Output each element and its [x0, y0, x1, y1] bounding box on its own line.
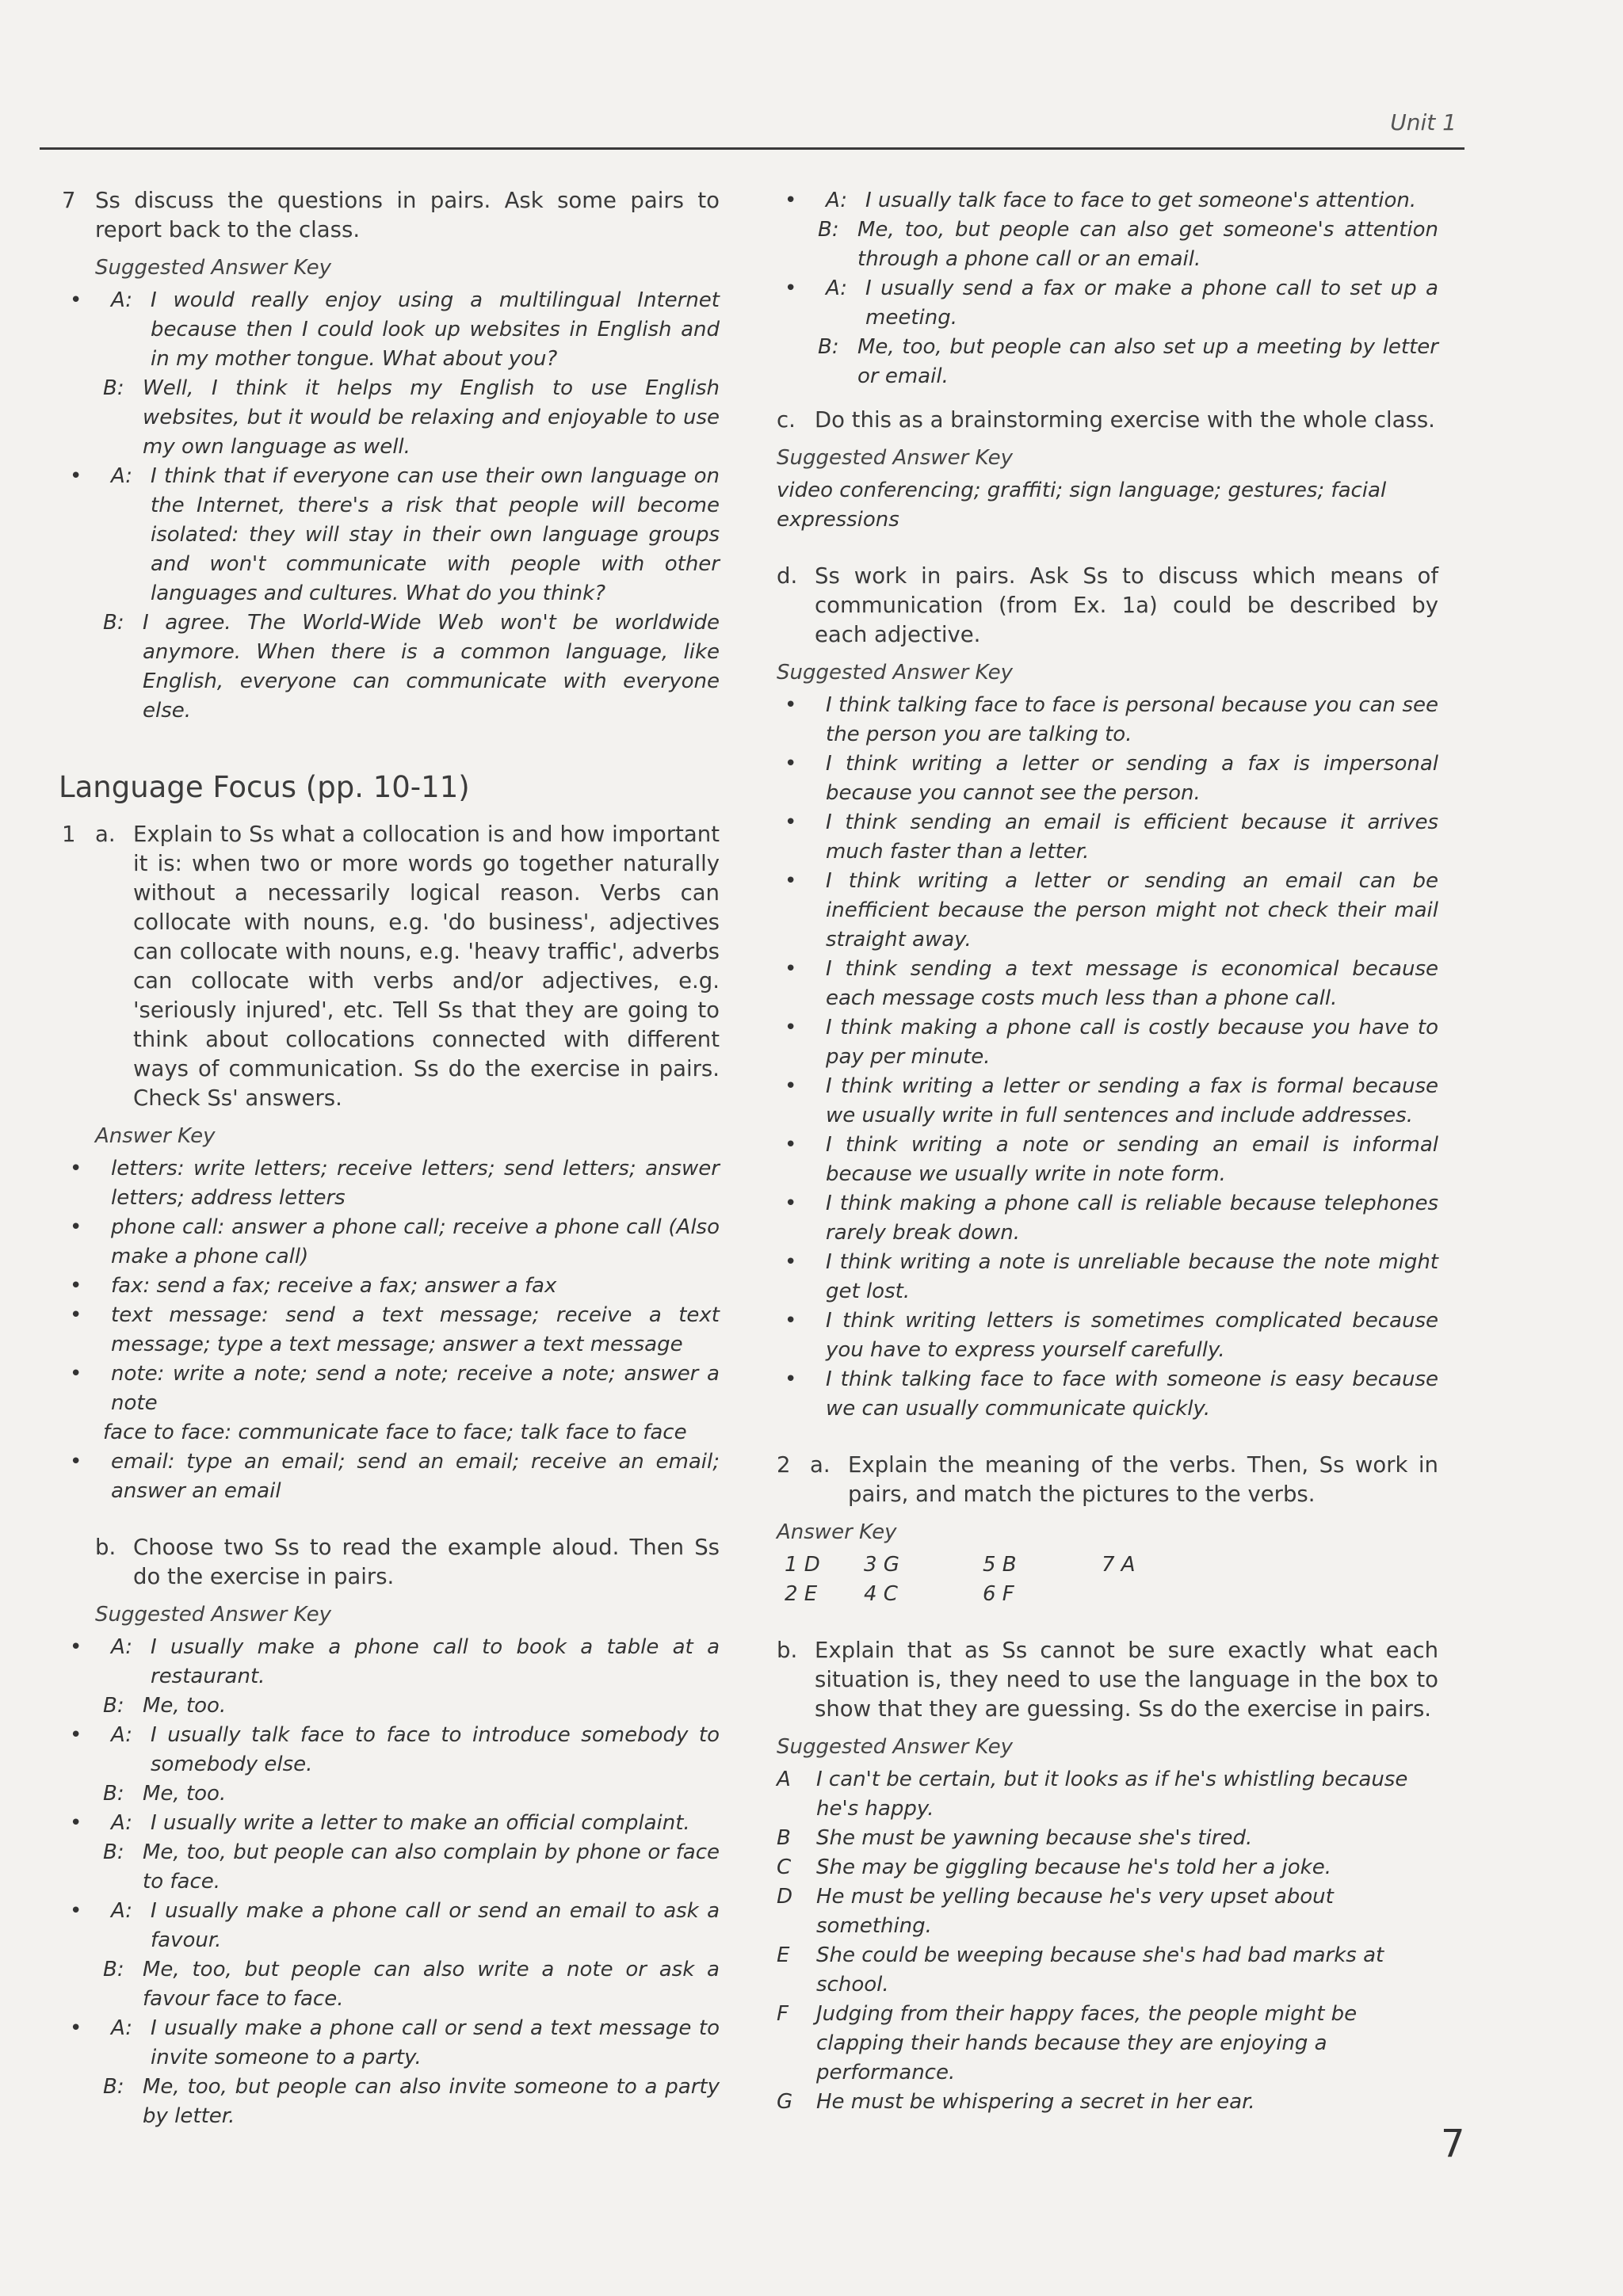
- dialogue-line: B: Me, too, but people can also write a note or ask a favour face to face.: [103, 1958, 720, 2011]
- exercise-1d: [777, 562, 1438, 650]
- sub-label: d.: [777, 563, 798, 589]
- dialogue-line: • A: I usually send a fax or make a phone call to set up a meeting.: [785, 277, 1438, 330]
- answer-item: • text message: send a text message; receive a text message; type a text message; answer a text message: [70, 1303, 720, 1356]
- answer-item: face to face: communicate face to face; talk face to face: [103, 1421, 687, 1444]
- exercise-instruction: Explain to Ss what a collocation is and how important it is: when two or more words go together naturally without a necessarily logical reason. Verbs can collocate with nouns, e.g. 'do business', adjectives can collocate with nouns, e.g. 'heavy traffic', adverbs can collocate with verbs and/or adjectives, e.g. 'seriously injured', etc. Tell Ss that they are going to think about collocations connected with different ways of communication. Ss do the exercise in pairs. Check Ss' answers.: [133, 822, 720, 1111]
- answer-item: • I think writing a note or sending an email is informal because we usually write in note form.: [785, 1133, 1438, 1186]
- sub-label: c.: [777, 407, 796, 433]
- exercise-instruction: Explain that as Ss cannot be sure exactly what each situation is, they need to use the language in the box to show that they are guessing. Ss do the exercise in pairs.: [815, 1638, 1438, 1722]
- exercise-1b: [62, 1533, 720, 1592]
- exercise-2b: [777, 1636, 1438, 1724]
- answer-key-grid: [785, 1550, 1438, 1609]
- answer-cell: 7 A: [1102, 1553, 1136, 1577]
- answer-item: B She must be yawning because she's tired.: [777, 1826, 1253, 1850]
- exercise-number: 2: [777, 1452, 791, 1478]
- answer-item: • I think talking face to face with someone is easy because we can usually communicate quickly.: [785, 1367, 1438, 1421]
- exercise-number: 1: [62, 822, 76, 847]
- dialogue-line: • A: I usually make a phone call or send a text message to invite someone to a party.: [70, 2016, 720, 2069]
- dialogue-line: • A: I would really enjoy using a multilingual Internet because then I could look up websites in English and in my mother tongue. What about you?: [70, 288, 720, 371]
- dialogue-line: • A: I think that if everyone can use their own language on the Internet, there's a risk that people will become isolated: they will stay in their own language groups and won't communicate with people with other languages and cultures. What do you think?: [70, 464, 720, 605]
- answer-item: • email: type an email; send an email; receive an email; answer an email: [70, 1450, 720, 1503]
- exercise-7: [62, 186, 720, 245]
- exercise-instruction: Do this as a brainstorming exercise with the whole class.: [815, 407, 1435, 433]
- answer-item: D He must be yelling because he's very upset about something.: [777, 1885, 1334, 1938]
- unit-label: Unit 1: [1390, 109, 1457, 135]
- key-title: Suggested Answer Key: [777, 661, 1014, 685]
- exercise-1a: [62, 820, 720, 1113]
- answer-item: C She may be giggling because he's told her a joke.: [777, 1855, 1331, 1879]
- dialogue-line: B: Me, too, but people can also set up a meeting by letter or email.: [818, 335, 1438, 388]
- answer-item: • fax: send a fax; receive a fax; answer a fax: [70, 1274, 557, 1298]
- exercise-number: 7: [62, 188, 76, 213]
- answer-text: video conferencing; graffiti; sign language; gestures; facial expressions: [777, 479, 1387, 532]
- sub-label: b.: [777, 1638, 798, 1663]
- dialogue-line: B: Me, too, but people can also invite someone to a party by letter.: [103, 2075, 720, 2128]
- exercise-1c: [777, 406, 1438, 435]
- answer-item: • I think writing a note is unreliable because the note might get lost.: [785, 1250, 1438, 1303]
- key-title: Suggested Answer Key: [777, 1735, 1014, 1759]
- answer-item: F Judging from their happy faces, the people might be clapping their hands because they are enjoying a performance.: [777, 2002, 1358, 2084]
- answer-item: • I think writing a letter or sending an email can be inefficient because the person might not check their mail straight away.: [785, 869, 1438, 952]
- key-title: Suggested Answer Key: [95, 256, 332, 280]
- exercise-2a: [777, 1451, 1438, 1509]
- page-number: 7: [1441, 2122, 1465, 2166]
- answer-item: • I think making a phone call is costly because you have to pay per minute.: [785, 1016, 1438, 1069]
- exercise-instruction: Ss discuss the questions in pairs. Ask some pairs to report back to the class.: [95, 188, 720, 242]
- dialogue-line: • A: I usually make a phone call to book a table at a restaurant.: [70, 1635, 720, 1688]
- answer-cell: 2 E: [785, 1582, 818, 1606]
- key-title: Answer Key: [777, 1520, 897, 1544]
- dialogue-line: • A: I usually talk face to face to introduce somebody to somebody else.: [70, 1723, 720, 1776]
- right-column: [777, 186, 1438, 2117]
- sub-label: a.: [810, 1452, 831, 1478]
- dialogue-line: B: I agree. The World-Wide Web won't be worldwide anymore. When there is a common language, like English, everyone can communicate with everyone else.: [103, 611, 720, 723]
- answer-item: A I can't be certain, but it looks as if he's whistling because he's happy.: [777, 1768, 1408, 1821]
- key-title: Suggested Answer Key: [777, 446, 1014, 470]
- answer-item: • I think writing a letter or sending a fax is impersonal because you cannot see the person.: [785, 752, 1438, 805]
- dialogue-line: • A: I usually talk face to face to get someone's attention.: [785, 189, 1417, 212]
- dialogue-line: B: Me, too.: [103, 1694, 227, 1718]
- exercise-instruction: Ss work in pairs. Ask Ss to discuss which means of communication (from Ex. 1a) could be described by each adjective.: [815, 563, 1438, 647]
- exercise-instruction: Choose two Ss to read the example aloud. Then Ss do the exercise in pairs.: [133, 1535, 720, 1589]
- answer-item: • I think talking face to face is personal because you can see the person you are talking to.: [785, 693, 1438, 746]
- sub-label: b.: [95, 1535, 116, 1560]
- dialogue-line: B: Me, too, but people can also complain by phone or face to face.: [103, 1840, 720, 1894]
- left-column: [59, 186, 720, 2131]
- answer-cell: 5 B: [983, 1553, 1017, 1577]
- answer-item: • I think writing a letter or sending a fax is formal because we usually write in full sentences and include addresses.: [785, 1074, 1438, 1127]
- answer-item: • note: write a note; send a note; receive a note; answer a note: [70, 1362, 720, 1415]
- answer-cell: 3 G: [864, 1553, 899, 1577]
- answer-item: G He must be whispering a secret in her ear.: [777, 2090, 1255, 2114]
- answer-item: • I think writing letters is sometimes complicated because you have to express yourself carefully.: [785, 1309, 1438, 1362]
- answer-cell: 4 C: [864, 1582, 898, 1606]
- exercise-instruction: Explain the meaning of the verbs. Then, Ss work in pairs, and match the pictures to the verbs.: [848, 1452, 1438, 1507]
- header-rule: [40, 147, 1465, 150]
- answer-item: • I think sending a text message is economical because each message costs much less than a phone call.: [785, 957, 1438, 1010]
- answer-cell: [1102, 1580, 1220, 1609]
- dialogue-line: • A: I usually make a phone call or send an email to ask a favour.: [70, 1899, 720, 1952]
- answer-item: • I think making a phone call is reliable because telephones rarely break down.: [785, 1192, 1438, 1245]
- key-title: Answer Key: [95, 1124, 216, 1148]
- answer-cell: 6 F: [983, 1582, 1014, 1606]
- key-title: Suggested Answer Key: [95, 1603, 332, 1627]
- answer-item: E She could be weeping because she's had bad marks at school.: [777, 1943, 1384, 1997]
- dialogue-line: B: Me, too.: [103, 1782, 227, 1806]
- section-heading: Language Focus (pp. 10-11): [59, 770, 470, 804]
- answer-item: • phone call: answer a phone call; receive a phone call (Also make a phone call): [70, 1215, 720, 1268]
- dialogue-line: B: Me, too, but people can also get someone's attention through a phone call or an email.: [818, 218, 1438, 271]
- answer-item: • I think sending an email is efficient because it arrives much faster than a letter.: [785, 810, 1438, 864]
- sub-label: a.: [95, 822, 116, 847]
- dialogue-line: • A: I usually write a letter to make an official complaint.: [70, 1811, 690, 1835]
- answer-item: • letters: write letters; receive letters; send letters; answer letters; address letters: [70, 1157, 720, 1210]
- answer-cell: 1 D: [785, 1553, 820, 1577]
- dialogue-line: B: Well, I think it helps my English to use English websites, but it would be relaxing and enjoyable to use my own language as well.: [103, 376, 720, 459]
